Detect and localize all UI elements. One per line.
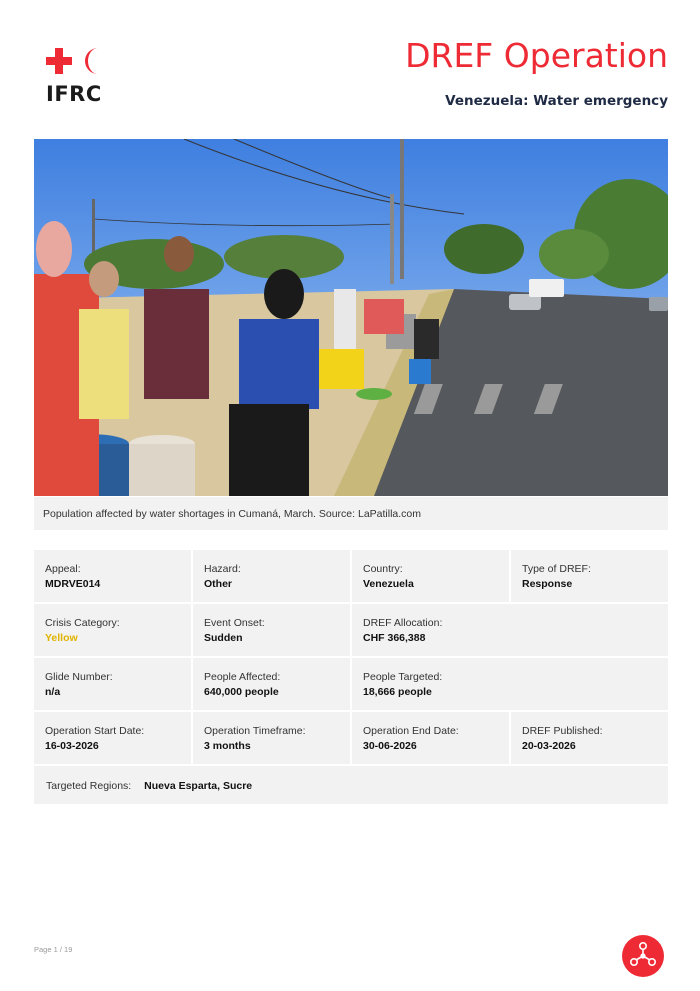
allocation-label: DREF Allocation: <box>363 617 443 629</box>
cover-photo <box>34 139 668 496</box>
hazard-value: Other <box>204 578 233 590</box>
people-targeted-value: 18,666 people <box>363 686 432 698</box>
targeted-regions-row <box>34 766 668 804</box>
hazard-cell <box>193 550 350 602</box>
event-onset-value: Sudden <box>204 632 243 644</box>
published-value: 20-03-2026 <box>522 740 576 752</box>
dref-type-value: Response <box>522 578 573 590</box>
end-date-value: 30-06-2026 <box>363 740 417 752</box>
appeal-label: Appeal: <box>45 563 81 575</box>
summary-row <box>34 658 668 710</box>
go-network-icon[interactable] <box>622 935 664 977</box>
summary-row <box>34 604 668 656</box>
country-label: Country: <box>363 563 403 575</box>
people-affected-cell <box>193 658 350 710</box>
document-title: DREF Operation <box>405 36 668 75</box>
crisis-category-label: Crisis Category: <box>45 617 120 629</box>
document-subtitle: Venezuela: Water emergency <box>445 93 668 109</box>
timeframe-value: 3 months <box>204 740 251 752</box>
appeal-cell <box>34 550 191 602</box>
dref-type-cell <box>511 550 668 602</box>
people-targeted-label: People Targeted: <box>363 671 443 683</box>
glide-label: Glide Number: <box>45 671 113 683</box>
targeted-regions-label: Targeted Regions: <box>46 780 132 792</box>
end-date-cell <box>352 712 509 764</box>
summary-row <box>34 712 668 764</box>
people-affected-label: People Affected: <box>204 671 281 683</box>
event-onset-label: Event Onset: <box>204 617 265 629</box>
country-cell <box>352 550 509 602</box>
people-targeted-cell <box>352 658 668 710</box>
targeted-regions-value: Nueva Esparta, Sucre <box>144 780 253 792</box>
glide-cell <box>34 658 191 710</box>
appeal-value: MDRVE014 <box>45 578 101 590</box>
start-date-label: Operation Start Date: <box>45 725 145 737</box>
page-number: Page 1 / 19 <box>34 945 73 954</box>
crisis-category-value: Yellow <box>45 632 78 644</box>
start-date-cell <box>34 712 191 764</box>
published-cell <box>511 712 668 764</box>
timeframe-cell <box>193 712 350 764</box>
event-onset-cell <box>193 604 350 656</box>
timeframe-label: Operation Timeframe: <box>204 725 306 737</box>
start-date-value: 16-03-2026 <box>45 740 99 752</box>
summary-row <box>34 550 668 602</box>
allocation-value: CHF 366,388 <box>363 632 426 644</box>
allocation-cell <box>352 604 668 656</box>
hazard-label: Hazard: <box>204 563 241 575</box>
crisis-category-cell <box>34 604 191 656</box>
end-date-label: Operation End Date: <box>363 725 459 737</box>
published-label: DREF Published: <box>522 725 603 737</box>
dref-type-label: Type of DREF: <box>522 563 591 575</box>
photo-caption: Population affected by water shortages in Cumaná, March. Source: LaPatilla.com <box>34 497 668 530</box>
ifrc-logo-text: IFRC <box>46 82 102 106</box>
country-value: Venezuela <box>363 578 414 590</box>
people-affected-value: 640,000 people <box>204 686 279 698</box>
operation-summary-table <box>34 550 668 804</box>
glide-value: n/a <box>45 686 61 698</box>
